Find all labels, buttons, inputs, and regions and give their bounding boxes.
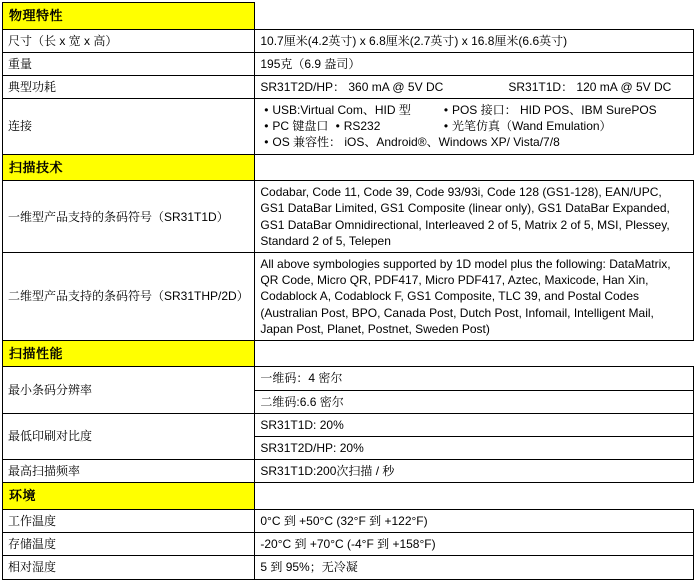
connectivity-item: • USB:Virtual Com、HID 型 (260, 102, 440, 118)
section-title: 扫描性能 (3, 340, 255, 367)
section-header-spacer (255, 3, 694, 30)
contrast-1d: SR31T1D: 20% (255, 414, 693, 437)
power-value-1d: SR31T1D： 120 mA @ 5V DC (508, 79, 672, 94)
table-row (3, 29, 694, 52)
power-value-2d: SR31T2D/HP： 360 mA @ 5V DC (260, 79, 444, 94)
row-value-connectivity (255, 99, 694, 155)
row-label: 连接 (3, 99, 255, 155)
row-label: 最低印刷对比度 (3, 413, 255, 459)
bullet-icon: • (264, 135, 269, 150)
row-value: SR31T1D:200次扫描 / 秒 (255, 460, 694, 483)
row-label: 典型功耗 (3, 75, 255, 98)
resolution-values (255, 367, 693, 412)
specifications-table (2, 2, 694, 580)
bullet-icon: • (443, 119, 449, 134)
section-title: 环境 (3, 483, 255, 510)
row-label: 一维型产品支持的条码符号（SR31T1D） (3, 181, 255, 253)
table-row (3, 75, 694, 98)
table-row (3, 181, 694, 253)
connectivity-item: • 光笔仿真（Wand Emulation） (440, 118, 688, 134)
section-header-physical (3, 3, 694, 30)
bullet-icon: • (264, 119, 269, 134)
table-row (3, 509, 694, 532)
section-header-scan-perf (3, 340, 694, 367)
table-row (3, 533, 694, 556)
table-row (3, 99, 694, 155)
bullet-icon: • (443, 103, 449, 118)
bullet-icon: • (335, 119, 340, 134)
resolution-2d: 二维码:6.6 密尔 (260, 394, 344, 409)
row-label: 重量 (3, 52, 255, 75)
section-title: 物理特性 (3, 3, 255, 30)
row-value: 10.7厘米(4.2英寸) x 6.8厘米(2.7英寸) x 16.8厘米(6.6英寸) (255, 29, 694, 52)
section-header-scan-tech (3, 154, 694, 181)
row-value: 5 到 95%；无冷凝 (255, 556, 694, 579)
row-label: 最小条码分辨率 (3, 367, 255, 413)
row-value: Codabar, Code 11, Code 39, Code 93/93i, Code 128 (GS1-128), EAN/UPC, GS1 DataBar Limited, GS1 Composite (linear only), GS1 DataBar Expanded, GS1 DataBar Omnidirectional, Interleaved 2 of 5, Matrix 2 of 5, MSI, Plessey, Standard 2 of 5, Telepen (255, 181, 694, 253)
table-row (3, 367, 694, 413)
section-header-spacer (255, 483, 694, 510)
table-row (3, 413, 694, 459)
row-label: 尺寸（长 x 宽 x 高） (3, 29, 255, 52)
row-value: 195克（6.9 盎司） (255, 52, 694, 75)
row-value: 0°C 到 +50°C (32°F 到 +122°F) (255, 509, 694, 532)
row-label: 最高扫描频率 (3, 460, 255, 483)
row-value-resolution (255, 367, 694, 413)
contrast-values (255, 414, 693, 459)
row-label: 二维型产品支持的条码符号（SR31THP/2D） (3, 252, 255, 340)
section-header-environment (3, 483, 694, 510)
row-value: All above symbologies supported by 1D model plus the following: DataMatrix, QR Code, Micro QR, PDF417, Micro PDF417, Aztec, Maxicode, Han Xin, Codablock A, Codablock F, GS1 Composite, TLC 39, and Postal Codes (Australian Post, BPO, Canada Post, Dutch Post, Infomail, Intelligent Mail, Japan Post, Planet, Postnet, Sweden Post) (255, 252, 694, 340)
connectivity-item: • POS 接口： HID POS、IBM SurePOS (440, 102, 688, 118)
table-row (3, 556, 694, 579)
row-label: 存储温度 (3, 533, 255, 556)
power-values (260, 79, 688, 95)
row-value-power (255, 75, 694, 98)
bullet-icon: • (264, 103, 269, 118)
section-title: 扫描技术 (3, 154, 255, 181)
table-row (3, 52, 694, 75)
row-label: 相对湿度 (3, 556, 255, 579)
row-value: -20°C 到 +70°C (-4°F 到 +158°F) (255, 533, 694, 556)
table-row (3, 252, 694, 340)
section-header-spacer (255, 154, 694, 181)
resolution-1d: 一维码：4 密尔 (255, 367, 693, 390)
section-header-spacer (255, 340, 694, 367)
connectivity-item: • OS 兼容性： iOS、Android®、Windows XP/ Vista/7/8 (260, 134, 688, 150)
connectivity-item: • PC 键盘口 • RS232 (260, 118, 440, 134)
connectivity-list (260, 102, 688, 151)
contrast-2d: SR31T2D/HP: 20% (260, 441, 364, 456)
table-row (3, 460, 694, 483)
row-value-contrast (255, 413, 694, 459)
row-label: 工作温度 (3, 509, 255, 532)
